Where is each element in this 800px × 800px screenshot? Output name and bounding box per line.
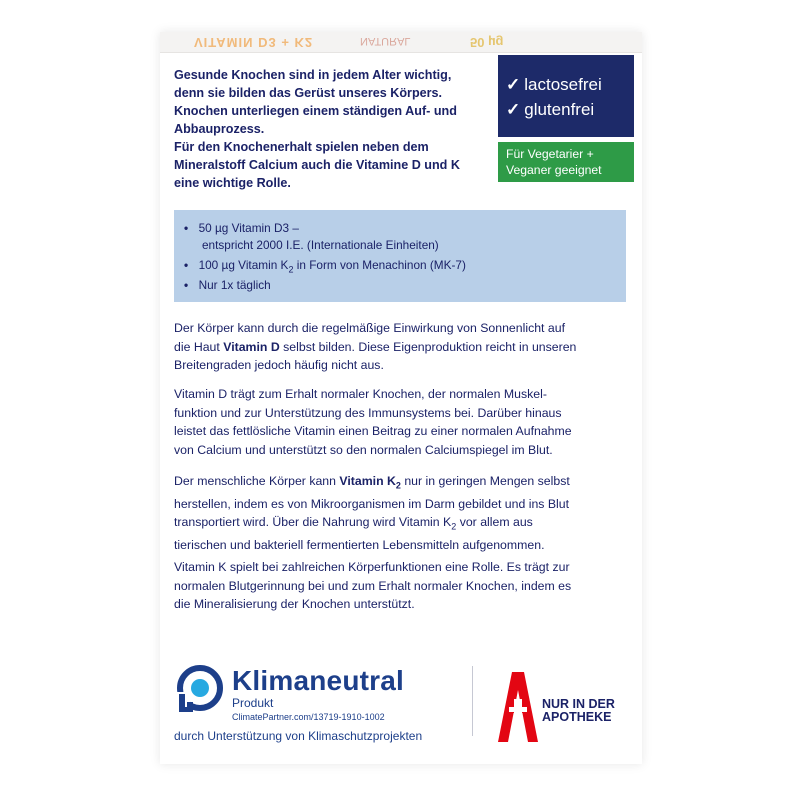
paragraph-line: Vitamin K spielt bei zahlreichen Körperfunktionen eine Rolle. Es trägt zur [174, 560, 570, 574]
climate-url: ClimatePartner.com/13719-1910-1002 [232, 712, 385, 722]
intro-line: Für den Knochenerhalt spielen neben dem [174, 140, 429, 154]
apotheke-a-logo [498, 672, 538, 742]
paragraph-line: tierischen und bakteriell fermentierten Lebensmitteln aufgenommen. [174, 538, 545, 553]
intro-line: Mineralstoff Calcium auch die Vitamine D und K [174, 158, 460, 172]
intro-line: Gesunde Knochen sind in jedem Alter wichtig, [174, 68, 452, 82]
paragraph-line: Vitamin D trägt zum Erhalt normaler Knochen, der normalen Muskel- [174, 387, 547, 401]
vegan-badge [498, 142, 634, 182]
product-box-back [160, 32, 642, 764]
lactosefrei-label: lactosefrei [524, 75, 602, 94]
features-box [174, 210, 626, 302]
check-icon: ✓ [506, 75, 521, 94]
paragraph-line: funktion und zur Unterstützung des Immunsystems bei. Darüber hinaus [174, 405, 562, 420]
box-top-flap [160, 32, 642, 53]
vitamin-k2-bold [339, 474, 401, 491]
bullet-icon: • [184, 278, 189, 292]
vegan-line-1: Für Vegetarier + [506, 147, 594, 161]
intro-line: eine wichtige Rolle. [174, 176, 291, 190]
intro-line: Knochen unterliegen einem ständigen Auf- und [174, 104, 457, 118]
bullet-icon: • [184, 258, 189, 272]
paragraph-line: Breitengraden jedoch häufig nicht aus. [174, 358, 384, 372]
subscript: 2 [288, 264, 294, 275]
feature-text: in Form von Menachinon (MK-7) [293, 258, 466, 272]
climate-subtitle: Produkt [232, 696, 274, 710]
feature-item-1-cont: entspricht 2000 I.E. (Internationale Einheiten) [202, 238, 439, 252]
vegan-line-2: Veganer geeignet [506, 163, 602, 177]
paragraph-1 [174, 319, 634, 375]
feature-item-3 [184, 278, 271, 292]
text-run: vor allem aus [456, 515, 533, 530]
paragraph-line: leistet das fettlösliche Vitamin einen Beitrag zu einer normalen Aufnahme [174, 424, 572, 438]
bullet-icon: • [184, 221, 189, 235]
apotheke-line-1: NUR IN DER [542, 697, 615, 711]
logo-divider [472, 666, 473, 736]
climate-title: Klimaneutral [232, 665, 404, 696]
subscript: 2 [395, 480, 401, 491]
climate-footer: durch Unterstützung von Klimaschutzprojekten [174, 729, 423, 743]
text-run: transportiert wird. Über die Nahrung wird Vitamin K [174, 515, 452, 530]
paragraph-line [174, 338, 634, 357]
text-run: selbst bilden. Diese Eigenproduktion reicht in unseren [279, 339, 577, 354]
paragraph-2 [174, 385, 634, 459]
feature-text: 100 µg Vitamin K [198, 258, 289, 272]
free-from-badge [498, 55, 634, 137]
subscript: 2 [451, 521, 457, 532]
text-run: Der menschliche Körper kann [174, 474, 340, 488]
paragraph-line: normalen Blutgerinnung bei und zum Erhalt normaler Knochen, indem es [174, 578, 572, 593]
apotheke-text [542, 698, 615, 724]
mirrored-right-text: 50 µg [470, 35, 504, 50]
feature-text: 50 µg Vitamin D3 – [198, 221, 299, 235]
paragraph-line [174, 472, 634, 495]
intro-text [174, 66, 494, 192]
text-run: Vitamin K [339, 474, 396, 488]
text-run: nur in geringen Mengen selbst [400, 474, 570, 488]
apotheke-line-2: APOTHEKE [542, 710, 612, 724]
intro-line: Abbauprozess. [174, 122, 265, 136]
glutenfrei-label: glutenfrei [524, 100, 595, 119]
feature-item-1 [184, 221, 299, 235]
paragraph-line: Der Körper kann durch die regelmäßige Einwirkung von Sonnenlicht auf [174, 321, 565, 335]
climate-partner-logo [176, 664, 224, 712]
paragraph-line: herstellen, indem es von Mikroorganismen im Darm gebildet und ins Blut [174, 496, 570, 511]
paragraph-line [174, 513, 634, 536]
feature-text: Nur 1x täglich [198, 278, 271, 292]
lactosefrei-row [506, 74, 602, 96]
paragraph-line: von Calcium und unterstützt so den normalen Calciumspiegel im Blut. [174, 442, 553, 457]
paragraph-4 [174, 558, 634, 614]
mirrored-strip-text: NATURAL [360, 35, 411, 47]
paragraph-3 [174, 472, 634, 555]
check-icon: ✓ [506, 100, 521, 119]
mirrored-brand-text: VITAMIN D3 + K2 [194, 35, 314, 50]
vitamin-d-bold: Vitamin D [223, 339, 280, 354]
feature-item-2 [184, 258, 466, 274]
intro-line: denn sie bilden das Gerüst unseres Körpers. [174, 86, 443, 100]
glutenfrei-row [506, 99, 594, 121]
paragraph-line: die Mineralisierung der Knochen unterstützt. [174, 597, 415, 611]
text-run: die Haut [174, 339, 224, 354]
